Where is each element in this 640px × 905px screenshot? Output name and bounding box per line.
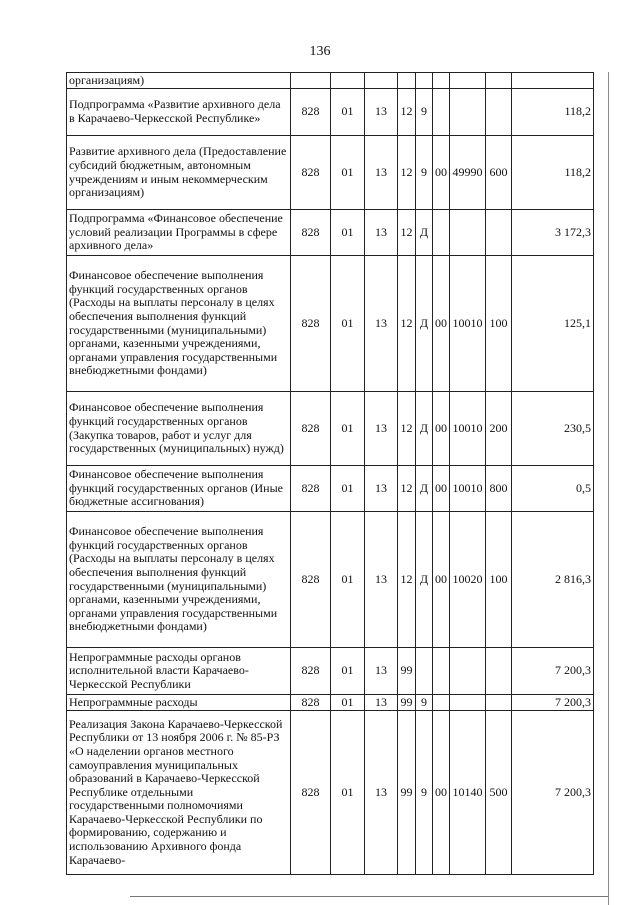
cell-program: 99 (398, 711, 416, 875)
cell-amount: 230,5 (512, 392, 594, 466)
table-row (67, 136, 594, 210)
cell-program: 12 (398, 392, 416, 466)
cell-subsection: 13 (365, 648, 398, 695)
cell-program: 99 (398, 648, 416, 695)
cell-amount: 2 816,3 (512, 512, 594, 648)
row-description: Финансовое обеспечение выполнения функций государственных органов (Расходы на выплаты персоналу в целях обеспечения выполнения функций государственными (муниципальными) органами, казенными учреждениями, органами управления государственными внебюджетными фондами) (67, 256, 291, 392)
cell-ministry-code: 828 (291, 711, 331, 875)
cell-subsection: 13 (365, 392, 398, 466)
row-description: Реализация Закона Карачаево-Черкесской Республики от 13 ноября 2006 г. № 85-РЗ «О наделении органов местного самоуправления муниципальных образований в Карачаево-Черкесской Республике отдельными государственными полномочиями Карачаево-Черкесской Республики по формированию, содержанию и использованию Архивного фонда Карачаево- (67, 711, 291, 875)
cell-expense-type: 100 (486, 256, 512, 392)
cell-amount: 118,2 (512, 136, 594, 210)
table-row (67, 695, 594, 711)
cell-main-activity (433, 89, 450, 136)
row-description: Непрограммные расходы (67, 695, 291, 711)
cell-section: 01 (331, 711, 365, 875)
row-description: Развитие архивного дела (Предоставление субсидий бюджетным, автономным учреждениям и иным некоммерческим организациям) (67, 136, 291, 210)
cell-main-activity: 00 (433, 392, 450, 466)
cell-subprogram: Д (416, 392, 433, 466)
cell-subprogram: Д (416, 210, 433, 256)
cell-main-activity: 00 (433, 512, 450, 648)
cell-direction (450, 73, 486, 89)
cell-expense-type (486, 695, 512, 711)
cell-amount (512, 73, 594, 89)
cell-amount: 7 200,3 (512, 695, 594, 711)
row-description: Подпрограмма «Финансовое обеспечение условий реализации Программы в сфере архивного дела» (67, 210, 291, 256)
table-row (67, 256, 594, 392)
cell-subprogram: 9 (416, 695, 433, 711)
table-row (67, 210, 594, 256)
cell-subsection (365, 73, 398, 89)
cell-main-activity (433, 73, 450, 89)
cell-main-activity (433, 695, 450, 711)
cell-direction (450, 695, 486, 711)
cell-section: 01 (331, 392, 365, 466)
cell-expense-type: 100 (486, 512, 512, 648)
cell-direction: 10010 (450, 392, 486, 466)
row-description: Финансовое обеспечение выполнения функций государственных органов (Расходы на выплаты персоналу в целях обеспечения выполнения функций государственными (муниципальными) органами, казенными учреждениями, органами управления государственными внебюджетными фондами) (67, 512, 291, 648)
cell-section (331, 73, 365, 89)
cell-subsection: 13 (365, 136, 398, 210)
table-body (67, 73, 594, 875)
page-number: 136 (309, 44, 331, 59)
cell-expense-type: 600 (486, 136, 512, 210)
row-description: Финансовое обеспечение выполнения функций государственных органов (Закупка товаров, работ и услуг для государственных (муниципальных) нужд) (67, 392, 291, 466)
table-row (67, 711, 594, 875)
table-row (67, 392, 594, 466)
cell-amount: 125,1 (512, 256, 594, 392)
cell-direction: 10020 (450, 512, 486, 648)
cell-amount: 3 172,3 (512, 210, 594, 256)
cell-expense-type: 800 (486, 466, 512, 512)
cell-program: 12 (398, 512, 416, 648)
cell-main-activity (433, 210, 450, 256)
cell-amount: 7 200,3 (512, 648, 594, 695)
cell-program: 99 (398, 695, 416, 711)
cell-ministry-code: 828 (291, 256, 331, 392)
cell-subsection: 13 (365, 512, 398, 648)
cell-subsection: 13 (365, 695, 398, 711)
cell-amount: 118,2 (512, 89, 594, 136)
cell-expense-type: 500 (486, 711, 512, 875)
row-description: Финансовое обеспечение выполнения функций государственных органов (Иные бюджетные ассигнования) (67, 466, 291, 512)
cell-subsection: 13 (365, 256, 398, 392)
cell-expense-type: 200 (486, 392, 512, 466)
cell-subprogram: Д (416, 466, 433, 512)
cell-ministry-code: 828 (291, 210, 331, 256)
cell-subprogram: Д (416, 256, 433, 392)
cell-direction: 10010 (450, 256, 486, 392)
cell-subprogram: 9 (416, 711, 433, 875)
cell-direction (450, 210, 486, 256)
cell-subprogram: 9 (416, 136, 433, 210)
cell-ministry-code: 828 (291, 89, 331, 136)
cell-subsection: 13 (365, 210, 398, 256)
cell-expense-type (486, 210, 512, 256)
cell-direction (450, 648, 486, 695)
cell-expense-type (486, 73, 512, 89)
table-row (67, 512, 594, 648)
cell-amount: 7 200,3 (512, 711, 594, 875)
cell-program: 12 (398, 256, 416, 392)
cell-section: 01 (331, 210, 365, 256)
cell-subprogram: Д (416, 512, 433, 648)
cell-main-activity: 00 (433, 256, 450, 392)
cell-expense-type (486, 89, 512, 136)
table-row (67, 89, 594, 136)
table-row (67, 466, 594, 512)
cell-program: 12 (398, 89, 416, 136)
row-description: Подпрограмма «Развитие архивного дела в Карачаево-Черкесской Республике» (67, 89, 291, 136)
cell-subprogram: 9 (416, 89, 433, 136)
cell-direction: 10010 (450, 466, 486, 512)
cell-ministry-code: 828 (291, 512, 331, 648)
cell-subsection: 13 (365, 89, 398, 136)
cell-main-activity: 00 (433, 466, 450, 512)
cell-section: 01 (331, 136, 365, 210)
table-row (67, 648, 594, 695)
row-description: организациям) (67, 73, 291, 89)
cell-section: 01 (331, 466, 365, 512)
cell-section: 01 (331, 648, 365, 695)
page-bottom-rule (130, 896, 608, 897)
cell-main-activity (433, 648, 450, 695)
cell-section: 01 (331, 89, 365, 136)
cell-ministry-code (291, 73, 331, 89)
cell-subsection: 13 (365, 466, 398, 512)
cell-subprogram (416, 648, 433, 695)
budget-table (66, 72, 594, 875)
cell-main-activity: 00 (433, 711, 450, 875)
cell-main-activity: 00 (433, 136, 450, 210)
row-description: Непрограммные расходы органов исполнительной власти Карачаево-Черкесской Республики (67, 648, 291, 695)
cell-direction: 10140 (450, 711, 486, 875)
cell-section: 01 (331, 512, 365, 648)
cell-direction (450, 89, 486, 136)
page-right-rule (608, 72, 609, 905)
cell-program: 12 (398, 210, 416, 256)
cell-ministry-code: 828 (291, 392, 331, 466)
cell-ministry-code: 828 (291, 466, 331, 512)
cell-program (398, 73, 416, 89)
cell-program: 12 (398, 136, 416, 210)
cell-ministry-code: 828 (291, 136, 331, 210)
cell-subprogram (416, 73, 433, 89)
cell-ministry-code: 828 (291, 648, 331, 695)
table-row (67, 73, 594, 89)
cell-amount: 0,5 (512, 466, 594, 512)
cell-expense-type (486, 648, 512, 695)
cell-direction: 49990 (450, 136, 486, 210)
cell-program: 12 (398, 466, 416, 512)
cell-section: 01 (331, 695, 365, 711)
cell-subsection: 13 (365, 711, 398, 875)
cell-ministry-code: 828 (291, 695, 331, 711)
cell-section: 01 (331, 256, 365, 392)
